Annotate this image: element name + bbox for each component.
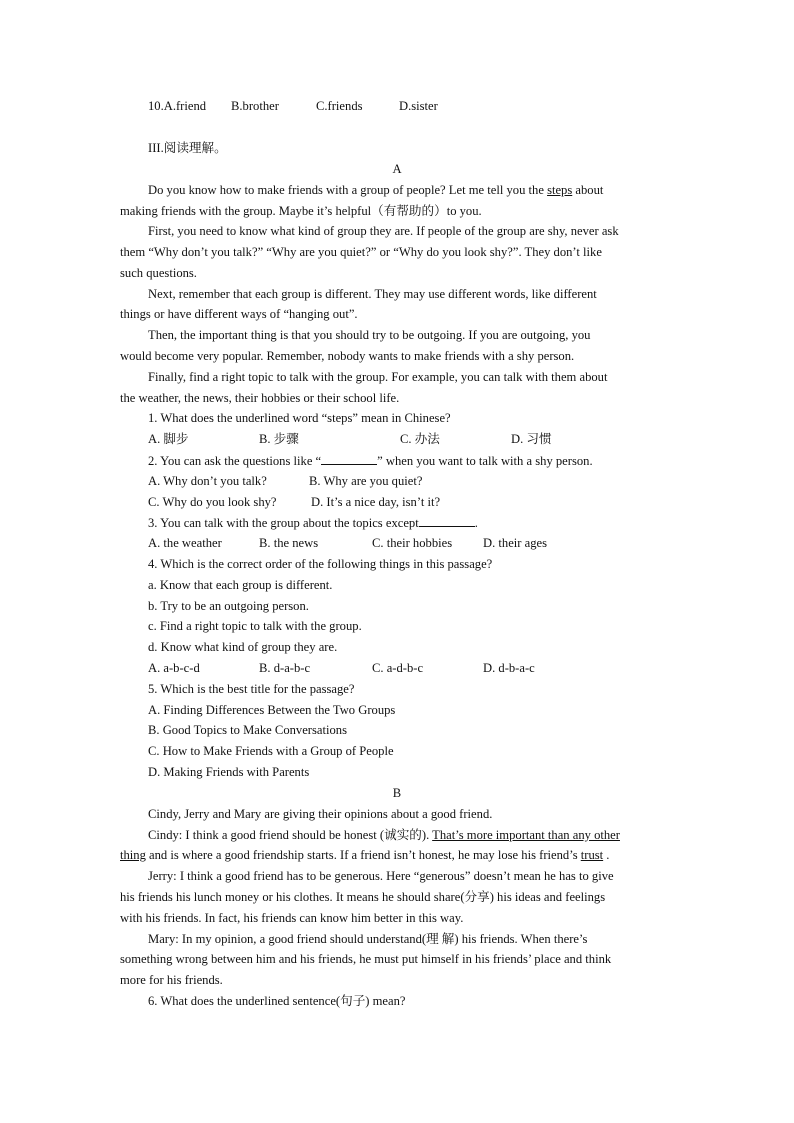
q1-option-b: B. 步骤	[259, 432, 299, 446]
question-10	[148, 98, 206, 114]
q5-option-a: A. Finding Differences Between the Two Groups	[148, 703, 396, 717]
q10-option-a: A.friend	[163, 99, 207, 113]
passage-a-p4-line2: would become very popular. Remember, nobody wants to make friends with a shy person.	[120, 349, 575, 363]
q4-item-d: d. Know what kind of group they are.	[148, 640, 338, 654]
q4-stem: 4. Which is the correct order of the following things in this passage?	[148, 557, 493, 571]
passage-a-p1-line2: making friends with the group. Maybe it’s helpful（有帮助的）to you.	[120, 204, 482, 218]
q4-item-b: b. Try to be an outgoing person.	[148, 599, 309, 613]
q5-stem: 5. Which is the best title for the passage?	[148, 682, 355, 696]
q10-number: 10.	[148, 99, 164, 113]
q4-option-d: D. d-b-a-c	[483, 661, 535, 675]
passage-a-p3-line1: Next, remember that each group is different. They may use different words, like different	[148, 287, 597, 301]
underlined-sentence-part2: thing	[120, 848, 146, 862]
q4-item-a: a. Know that each group is different.	[148, 578, 333, 592]
q3-option-b: B. the news	[259, 536, 319, 550]
jerry-line3: with his friends. In fact, his friends can know him better in this way.	[120, 911, 464, 925]
q4-option-c: C. a-d-b-c	[372, 661, 424, 675]
q2-option-c: C. Why do you look shy?	[148, 495, 277, 509]
q2-stem: 2. You can ask the questions like “ ” when you want to talk with a shy person.	[148, 454, 593, 468]
q1-option-d: D. 习惯	[511, 432, 552, 446]
passage-a-p2-line2: them “Why don’t you talk?” “Why are you quiet?” or “Why do you look shy?”. They don’t like	[120, 245, 602, 259]
q1-option-c: C. 办法	[400, 432, 440, 446]
answer-blank	[419, 514, 475, 527]
q4-option-a: A. a-b-c-d	[148, 661, 200, 675]
q3-option-d: D. their ages	[483, 536, 547, 550]
q3-option-c: C. their hobbies	[372, 536, 453, 550]
passage-a-p2-line3: such questions.	[120, 266, 197, 280]
passage-a-label: A	[392, 162, 402, 176]
passage-b-intro: Cindy, Jerry and Mary are giving their opinions about a good friend.	[148, 807, 493, 821]
underlined-sentence-part1: That’s more important than any other	[432, 828, 620, 842]
q3-stem: 3. You can talk with the group about the topics except .	[148, 516, 478, 530]
passage-a-p3-line2: things or have different ways of “hanging out”.	[120, 307, 358, 321]
q5-option-d: D. Making Friends with Parents	[148, 765, 310, 779]
passage-a-p4-line1: Then, the important thing is that you should try to be outgoing. If you are outgoing, you	[148, 328, 591, 342]
passage-a-p5-line2: the weather, the news, their hobbies or their school life.	[120, 391, 400, 405]
q5-option-c: C. How to Make Friends with a Group of People	[148, 744, 394, 758]
q10-option-d: D.sister	[399, 99, 438, 113]
q4-option-b: B. d-a-b-c	[259, 661, 311, 675]
answer-blank	[321, 452, 377, 465]
q1-option-a: A. 脚步	[148, 432, 189, 446]
jerry-line2: his friends his lunch money or his clothes. It means he should share(分享) his ideas and feelings	[120, 890, 606, 904]
passage-a-p2-line1: First, you need to know what kind of group they are. If people of the group are shy, never ask	[148, 224, 619, 238]
q2-option-d: D. It’s a nice day, isn’t it?	[311, 495, 441, 509]
q5-option-b: B. Good Topics to Make Conversations	[148, 723, 347, 737]
q4-item-c: c. Find a right topic to talk with the group.	[148, 619, 362, 633]
q2-option-a: A. Why don’t you talk?	[148, 474, 267, 488]
q1-stem: 1. What does the underlined word “steps” mean in Chinese?	[148, 411, 451, 425]
passage-a-p5-line1: Finally, find a right topic to talk with the group. For example, you can talk with them about	[148, 370, 608, 384]
q2-option-b: B. Why are you quiet?	[309, 474, 423, 488]
q10-option-b: B.brother	[231, 99, 279, 113]
q6-stem: 6. What does the underlined sentence(句子) mean?	[148, 994, 406, 1008]
mary-line3: more for his friends.	[120, 973, 223, 987]
q10-option-c: C.friends	[316, 99, 363, 113]
mary-line2: something wrong between him and his friends, he must put himself in his friends’ place and think	[120, 952, 612, 966]
cindy-line1: Cindy: I think a good friend should be honest (诚实的). That’s more important than any other	[148, 828, 620, 842]
passage-a-p1-line1: Do you know how to make friends with a group of people? Let me tell you the steps about	[148, 183, 604, 197]
underlined-word-trust: trust	[580, 848, 604, 862]
q3-option-a: A. the weather	[148, 536, 222, 550]
mary-line1: Mary: In my opinion, a good friend should understand(理 解) his friends. When there’s	[148, 932, 588, 946]
section-heading: III.阅读理解。	[148, 141, 227, 155]
jerry-line1: Jerry: I think a good friend has to be generous. Here “generous” doesn’t mean he has to give	[148, 869, 614, 883]
cindy-line2: thing and is where a good friendship starts. If a friend isn’t honest, he may lose his friend’s trust .	[120, 848, 610, 862]
passage-b-label: B	[392, 786, 402, 800]
underlined-word-steps: steps	[547, 183, 573, 197]
